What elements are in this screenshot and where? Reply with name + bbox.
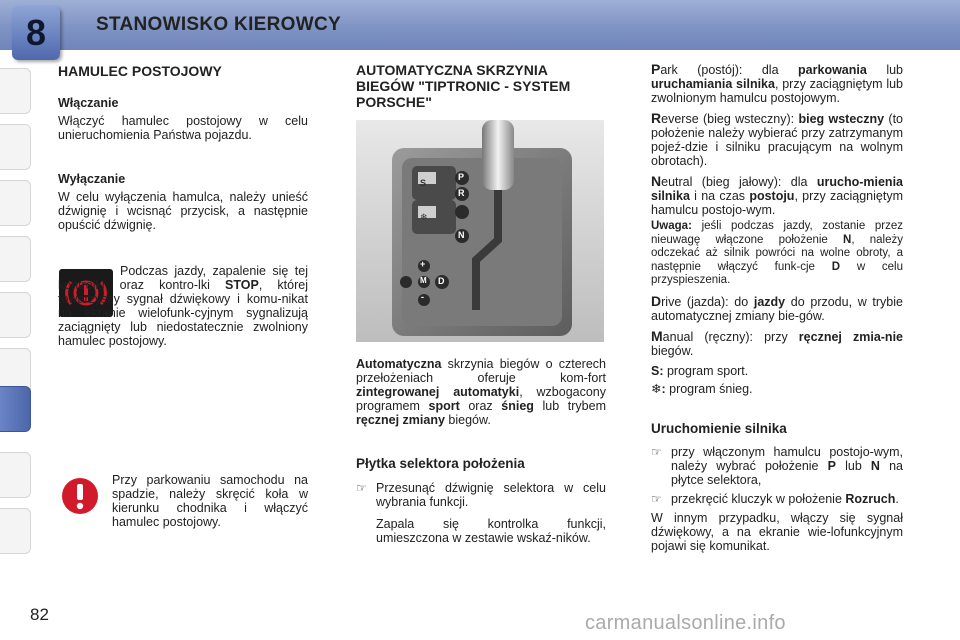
parking-note-text: Przy parkowaniu samochodu na spadzie, należy skręcić koła w kierunku chodnika i włączyć hamulec postojowy. [112,473,308,529]
chapter-tab[interactable] [0,68,31,114]
section-title: HAMULEC POSTOJOWY [58,63,222,79]
gear-label-d: D [438,276,445,286]
chapter-tabs [0,60,36,580]
gear-label-r: R [458,188,465,198]
gearbox-section [356,62,606,110]
selector-bullet: ☞ Przesunąć dźwignię selektora w celu wybrania funkcji. Zapala się kontrolka funkcji, umieszczona w zestawie wskaź-ników. [356,481,606,545]
chapter-header [0,0,960,50]
page-title: STANOWISKO KIEROWCY [96,14,341,35]
gearbox-title: AUTOMATYCZNA SKRZYNIA BIEGÓW "TIPTRONIC - SYSTEM PORSCHE" [356,62,571,110]
subheading-release: Wyłączanie [58,172,126,186]
chapter-number: 8 [25,12,47,53]
warning-paragraph [58,264,308,348]
gear-label-plus: + [420,259,426,269]
chapter-tab-active[interactable] [0,386,31,432]
gear-label-n: N [458,230,465,240]
subheading-engage: Włączanie [58,96,119,110]
chapter-tab[interactable] [0,236,31,282]
pointing-hand-icon: ☞ [356,481,367,495]
warning-text: Podczas jazdy, zapalenie się tej kontrolki oraz kontro-lki [58,264,308,292]
selector-sub-text: Zapala się kontrolka funkcji, umieszczona w zestawie wskaź-ników. [376,517,606,545]
parking-note [112,473,308,529]
reverse-description: Reverse (bieg wsteczny): bieg wsteczny (to położenie należy wybierać przy zatrzymanym pojeź-dzie i silniku pracującym na wolnym obrotach). [651,110,903,168]
snowflake-icon: ❄: [651,381,666,396]
selector-heading: Płytka selektora położenia [356,456,525,471]
neutral-description: Neutral (bieg jałowy): dla urucho-mienia silnika i na czas postoju, przy zaciągniętym hamulcu postojo-wym. [651,173,903,217]
chapter-tab[interactable] [0,124,31,170]
stop-label: STOP [225,278,259,292]
chapter-tab[interactable] [0,292,31,338]
chapter-tab[interactable] [0,180,31,226]
gear-label-minus: - [421,292,424,302]
gear-label-m: M [420,276,427,285]
warning-text-end: , której towarzyszy sygnał dźwiękowy i komu-nikat na ekranie wielofunk-cyjnym sygnalizują zaciągnięty lub niedostatecznie zwolniony hamulec postojowy. [58,278,308,348]
drive-description: Drive (jazda): do jazdy do przodu, w trybie automatycznej zmiany bie-gów. [651,292,903,323]
gear-label-p: P [458,172,465,182]
manual-description: Manual (ręczny): przy ręcznej zmia-nie biegów. [651,327,903,358]
gear-label-snow: ❄ [420,212,428,222]
park-description: Park (postój): dla parkowania lub uruchamiania silnika, przy zaciągniętym lub zwolnionym hamulcu postojowym. [651,61,904,105]
start-final-text: W innym przypadku, włączy się sygnał dźwiękowy, a na ekranie wie-lofunkcyjnym pojawi się komunikat. [651,510,903,553]
engine-start-heading: Uruchomienie silnika [651,420,787,436]
start-bullet-2: ☞ przekręcić kluczyk w położenie Rozruch. [651,491,899,506]
watermark: carmanualsonline.info [585,612,786,634]
release-text: W celu wyłączenia hamulca, należy unieść dźwignię i wcisnąć przycisk, a następnie opuścić dźwignię. [58,190,308,232]
gear-positions-section [651,62,903,553]
chapter-tab[interactable] [0,508,31,554]
gearbox-intro: Automatyczna skrzynia biegów o czterech przełożeniach oferuje kom-fort zintegrowanej automatyki, wzbogacony programem sport oraz śnieg lub trybem ręcznej zmiany biegów. Płytka selektora położenia ☞ Przesunąć dźwignię selektora w celu wybrania funkcji. Zapala się kontrolka funkcji, umieszczona w zestawie wskaź-ników. [356,357,606,545]
note-description: Uwaga: jeśli podczas jazdy, zostanie przez nieuwagę włączone położenie N, należy odczekać aż silnik powróci na wolne obroty, a następnie włączyć funk-cje D w celu przyspieszenia. [651,220,904,286]
parking-brake-section [58,64,308,232]
gear-label-s: S [420,178,427,188]
pointing-hand-icon: ☞ [651,491,662,506]
page-number: 82 [30,605,49,624]
chapter-tab[interactable] [0,452,31,498]
snow-description: ❄: program śnieg. [651,381,753,396]
exclamation-icon [60,476,100,516]
chapter-number-badge [12,6,60,60]
engage-text: Włączyć hamulec postojowy w celu unieruchomienia Państwa pojazdu. [58,114,308,142]
start-bullet-1: ☞ przy włączonym hamulcu postojo-wym, należy wybrać położenie P lub N na płytce selektora, [651,444,903,487]
sport-description: S: program sport. [651,363,749,378]
gear-labels [356,120,604,342]
pointing-hand-icon: ☞ [651,444,662,459]
